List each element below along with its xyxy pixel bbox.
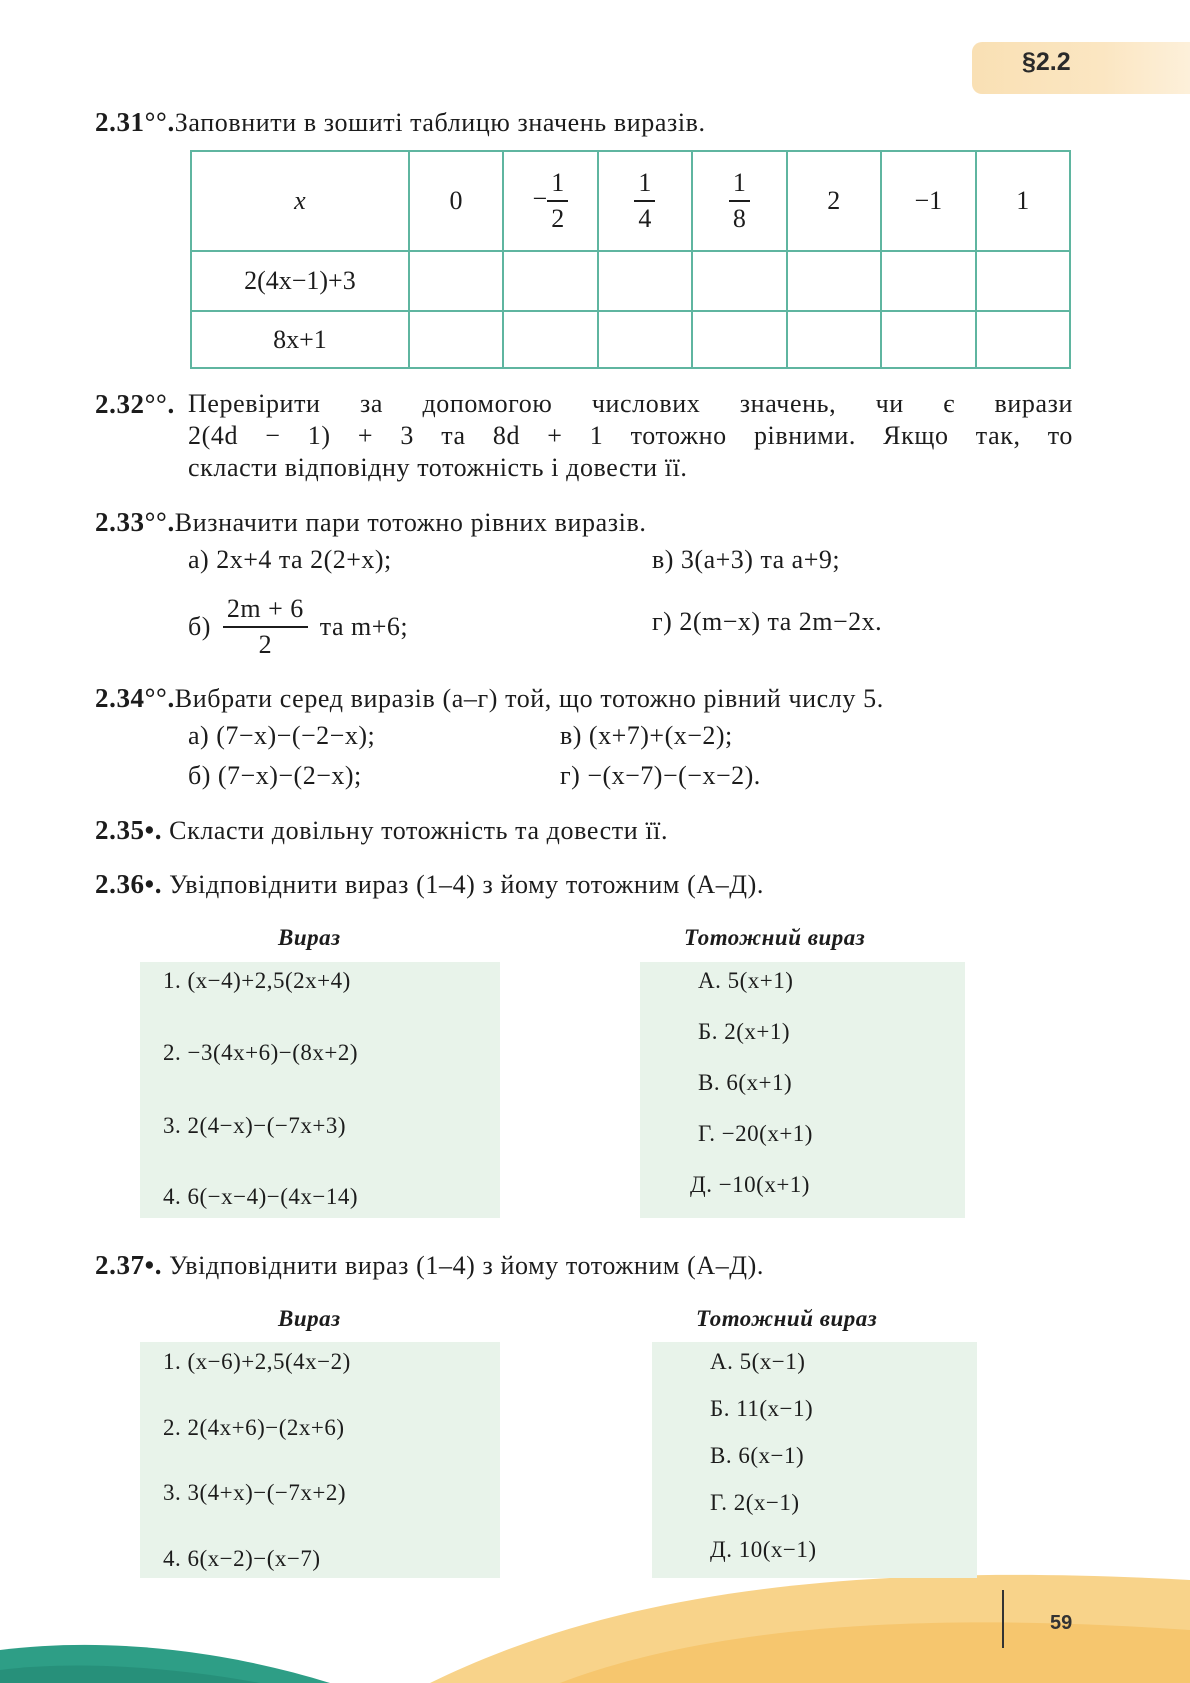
task-2-33 [95,506,646,539]
option-g: г) 2(m−x) та 2m−2x. [652,607,883,636]
task-2-36 [95,868,764,901]
list-item: 2. −3(4x+6)−(8x+2) [163,1040,359,1065]
task-text-line: Перевірити за допомогою числових значень, чи є вирази [188,389,1073,418]
task-text: Увідповіднити вираз (1–4) з йому тотожним (А–Д). [169,870,765,899]
task-2-32 [95,388,175,421]
table-cell: 1 [976,151,1070,251]
task-text: Скласти довільну тотожність та довести її. [169,816,669,845]
option-b: б) (7−x)−(2−x); [188,761,362,790]
task-text-line: скласти відповідну тотожність і довести її. [188,453,688,482]
list-item: В. 6(x+1) [698,1070,793,1095]
table-row [191,151,1070,251]
task-number: 2.31°°. [95,107,175,137]
column-header-identical: Тотожний вираз [684,925,866,950]
task-text: Увідповіднити вираз (1–4) з йому тотожним (А–Д). [169,1251,765,1280]
task-number: 2.32°°. [95,389,175,419]
option-a: а) 2x+4 та 2(2+x); [188,545,392,574]
fraction: $\frac{2m + 6}{2}$ [223,596,308,658]
list-item: 2. 2(4x+6)−(2x+6) [163,1415,345,1440]
table-cell: 2 [787,151,881,251]
list-item: Б. 11(x−1) [710,1396,814,1421]
list-item: Б. 2(x+1) [698,1019,790,1044]
task-2-35 [95,814,668,847]
table-cell-expression: 2(4x−1)+3 [191,251,409,311]
option-v: в) (x+7)+(x−2); [560,721,733,750]
list-item: Д. −10(x+1) [690,1172,810,1197]
task-text-line: 2(4d − 1) + 3 та 8d + 1 тотожно рівними. Якщо так, то [188,421,1073,450]
option-v: в) 3(a+3) та a+9; [652,545,841,574]
column-header-expression: Вираз [278,1306,341,1331]
section-tab [972,42,1190,94]
list-item: 4. 6(x−2)−(x−7) [163,1546,321,1571]
column-header-identical: Тотожний вираз [696,1306,878,1331]
list-item: А. 5(x−1) [710,1349,806,1374]
table-cell-x-header: x [191,151,409,251]
page-number-divider [1002,1590,1004,1648]
list-item: Г. 2(x−1) [710,1490,800,1515]
table-row [191,311,1070,368]
section-label: §2.2 [1022,48,1071,76]
table-cell: −1 [881,151,976,251]
task-text: Визначити пари тотожно рівних виразів. [174,508,647,537]
list-item: 1. (x−4)+2,5(2x+4) [163,968,351,993]
task-number: 2.37•. [95,1250,163,1280]
task-number: 2.33°°. [95,507,175,537]
table-cell-fraction: $\frac{1}{4}$ [598,151,693,251]
page-number: 59 [1050,1612,1073,1634]
table-cell-fraction: $\frac{1}{8}$ [692,151,787,251]
task-2-37 [95,1249,764,1282]
table-row [191,251,1070,311]
task-2-31 [95,106,706,139]
list-item: В. 6(x−1) [710,1443,805,1468]
table-cell-expression: 8x+1 [191,311,409,368]
values-table [190,150,1071,369]
option-a: а) (7−x)−(−2−x); [188,721,376,750]
expression-box [140,962,500,1218]
list-item: А. 5(x+1) [698,968,794,993]
option-b: б) $\frac{2m + 6}{2}$ та m+6; [188,594,409,659]
option-g: г) −(x−7)−(−x−2). [560,761,761,790]
list-item: Д. 10(x−1) [710,1537,817,1562]
task-number: 2.35•. [95,815,163,845]
task-text: Вибрати серед виразів (а–г) той, що тотожно рівний числу 5. [174,684,884,713]
list-item: 1. (x−6)+2,5(4x−2) [163,1349,351,1374]
task-2-34 [95,682,884,715]
list-item: 3. 3(4+x)−(−7x+2) [163,1480,347,1505]
task-number: 2.36•. [95,869,163,899]
task-text: Заповнити в зошиті таблицю значень виразів. [174,108,706,137]
table-cell: 0 [409,151,503,251]
list-item: Г. −20(x+1) [698,1121,813,1146]
list-item: 3. 2(4−x)−(−7x+3) [163,1113,347,1138]
task-number: 2.34°°. [95,683,175,713]
column-header-expression: Вираз [278,925,341,950]
list-item: 4. 6(−x−4)−(4x−14) [163,1184,359,1209]
table-cell-fraction: − $\frac{1}{2}$ [503,151,598,251]
expression-box [140,1342,500,1578]
